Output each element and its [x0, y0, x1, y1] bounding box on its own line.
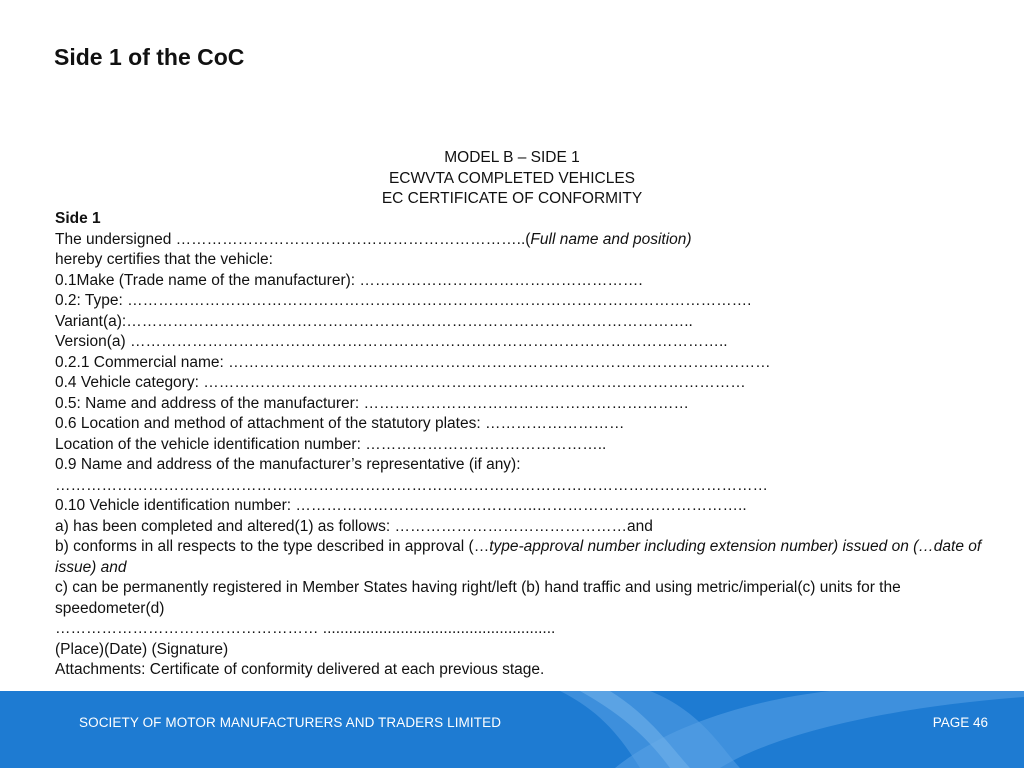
- certificate-line: EC CERTIFICATE OF CONFORMITY: [381, 190, 643, 207]
- completed-altered-line: a) has been completed and altered(1) as follows: ………………………………………and: [55, 517, 653, 535]
- signature-dots: …………………………………………… ......................................................: [55, 620, 556, 637]
- statutory-plates-line: 0.6 Location and method of attachment of the statutory plates: ………………………: [55, 415, 625, 432]
- conforms-text: b) conforms in all respects to the type described in approval (…: [55, 538, 490, 555]
- commercial-name-line: 0.2.1 Commercial name: ……………………………………………………………………………………………: [55, 353, 771, 371]
- place-date-signature: (Place)(Date) (Signature): [55, 640, 229, 658]
- representative-dots: …………………………………………………………………………………………………………………………: [55, 476, 768, 494]
- type-line: 0.2: Type: ………………………………………………………………………………………………………….: [55, 292, 752, 309]
- undersigned-text: The undersigned …………………………………………………………..(: [55, 230, 531, 248]
- undersigned-line: [55, 230, 985, 251]
- page-number: PAGE 46: [932, 715, 988, 730]
- ecwvta-line: ECWVTA COMPLETED VEHICLES: [388, 169, 636, 187]
- representative-line: 0.9 Name and address of the manufacturer’s representative (if any):: [55, 456, 521, 473]
- manufacturer-name-line: 0.5: Name and address of the manufacturer: ………………………………………………………: [55, 394, 689, 412]
- vin-location-line: Location of the vehicle identification number: ………………………………………..: [55, 435, 607, 453]
- conforms-italic: type-approval number including extension number) issued on (…date of issue) and: [55, 538, 982, 576]
- model-line: MODEL B – SIDE 1: [444, 149, 580, 166]
- vin-line: 0.10 Vehicle identification number: ………………………………………..…………………………………..: [55, 497, 747, 514]
- slide-title: Side 1 of the CoC: [54, 44, 245, 70]
- side-label: Side 1: [55, 210, 101, 227]
- undersigned-italic: Full name and position): [530, 230, 692, 248]
- certificate-body: [55, 209, 985, 681]
- vehicle-category-line: 0.4 Vehicle category: ……………………………………………………………………………………………: [55, 374, 746, 391]
- attachments-line: Attachments: Certificate of conformity delivered at each previous stage.: [55, 661, 545, 678]
- registered-line: c) can be permanently registered in Member States having right/left (b) hand traffic and using metric/imperial(c) units for the speedometer(d): [55, 579, 901, 617]
- footer-organisation: SOCIETY OF MOTOR MANUFACTURERS AND TRADERS LIMITED: [79, 715, 502, 730]
- variant-line: Variant(a):………………………………………………………………………………………………..: [55, 312, 693, 330]
- certificate-header: [0, 148, 1024, 210]
- conforms-line: [55, 537, 985, 578]
- make-line: 0.1Make (Trade name of the manufacturer): ……………………………………………….: [55, 271, 643, 289]
- certifies-line: hereby certifies that the vehicle:: [55, 251, 273, 268]
- version-line: Version(a) ……………………………………………………………………………………………………..: [55, 333, 728, 350]
- footer-bar: [0, 691, 1024, 768]
